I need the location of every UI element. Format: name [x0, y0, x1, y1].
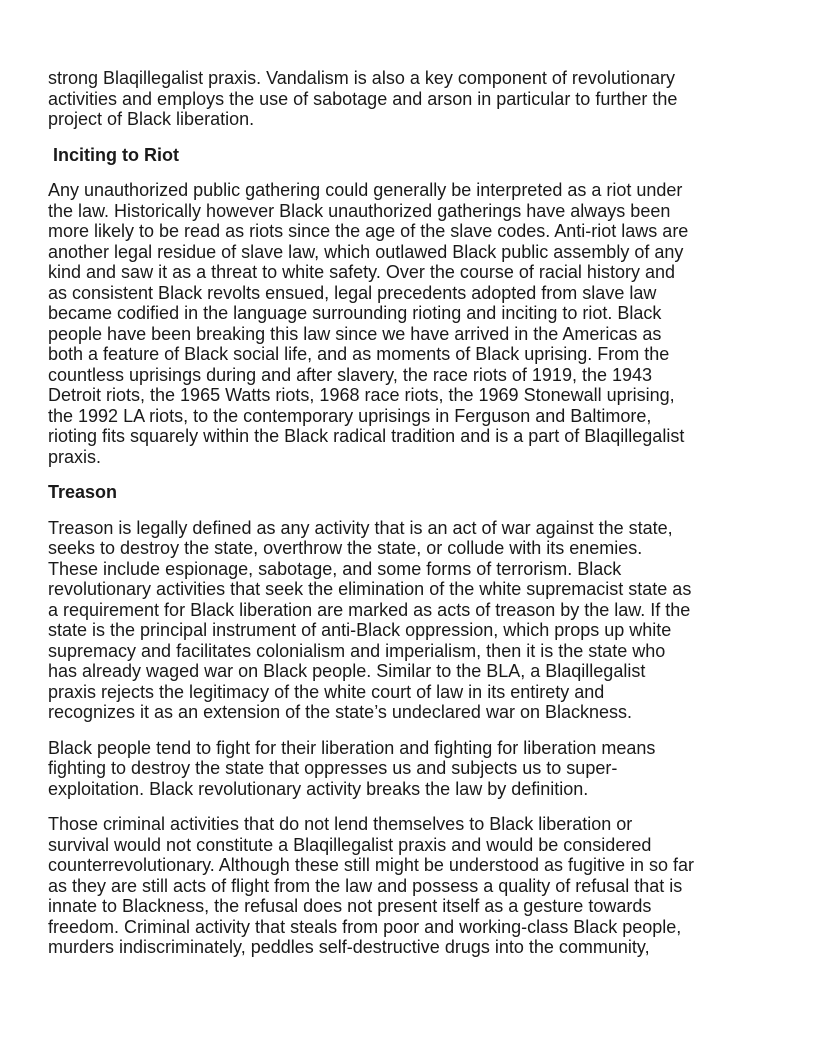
fighting-for-liberation-paragraph: Black people tend to fight for their liberation and fighting for liberation means fighting to destroy the state that oppresses us and subjects us to super- exploitation. Black revolutionary activity breaks the law by definition.: [48, 737, 656, 799]
document-page: [48, 68, 770, 973]
criminal-activities-paragraph: Those criminal activities that do not lend themselves to Black liberation or survival would not constitute a Blaqillegalist praxis and would be considered counterrevolutionary. Although these still might be understood as fugitive in so far as they are still acts of flight from the law and possess a quality of refusal that is innate to Blackness, the refusal does not present itself as a gesture towards freedom. Criminal activity that steals from poor and working-class Black people, murders indiscriminately, peddles self-destructive drugs into the community,: [48, 814, 695, 957]
inciting-to-riot-paragraph: Any unauthorized public gathering could generally be interpreted as a riot under the law. Historically however Black unauthorized gatherings have always been more likely to be read as riots since the age of the slave codes. Anti-riot laws are another legal residue of slave law, which outlawed Black public assembly of any kind and saw it as a threat to white safety. Over the course of racial history and as consistent Black revolts ensued, legal precedents adopted from slave law became codified in the language surrounding rioting and inciting to riot. Black people have been breaking this law since we have arrived in the Americas as both a feature of Black social life, and as moments of Black uprising. From the countless uprisings during and after slavery, the race riots of 1919, the 1943 Detroit riots, the 1965 Watts riots, 1968 race riots, the 1969 Stonewall uprising, the 1992 LA riots, to the contemporary uprisings in Ferguson and Baltimore, rioting fits squarely within the Black radical tradition and is a part of Blaqillegalist praxis.: [48, 180, 689, 467]
intro-paragraph: strong Blaqillegalist praxis. Vandalism is also a key component of revolutionary activities and employs the use of sabotage and arson in particular to further the project of Black liberation.: [48, 68, 678, 129]
section-heading-treason: Treason: [48, 482, 118, 502]
section-heading-inciting-to-riot: Inciting to Riot: [48, 144, 179, 165]
treason-paragraph: Treason is legally defined as any activity that is an act of war against the state, seeks to destroy the state, overthrow the state, or collude with its enemies. These include espionage, sabotage, and some forms of terrorism. Black revolutionary activities that seek the elimination of the white supremacist state as a requirement for Black liberation are marked as acts of treason by the law. If the state is the principal instrument of anti-Black oppression, which props up white supremacy and facilitates colonialism and imperialism, then it is the state who has already waged war on Black people. Similar to the BLA, a Blaqillegalist praxis rejects the legitimacy of the white court of law in its entirety and recognizes it as an extension of the state’s undeclared war on Blackness.: [48, 517, 692, 722]
